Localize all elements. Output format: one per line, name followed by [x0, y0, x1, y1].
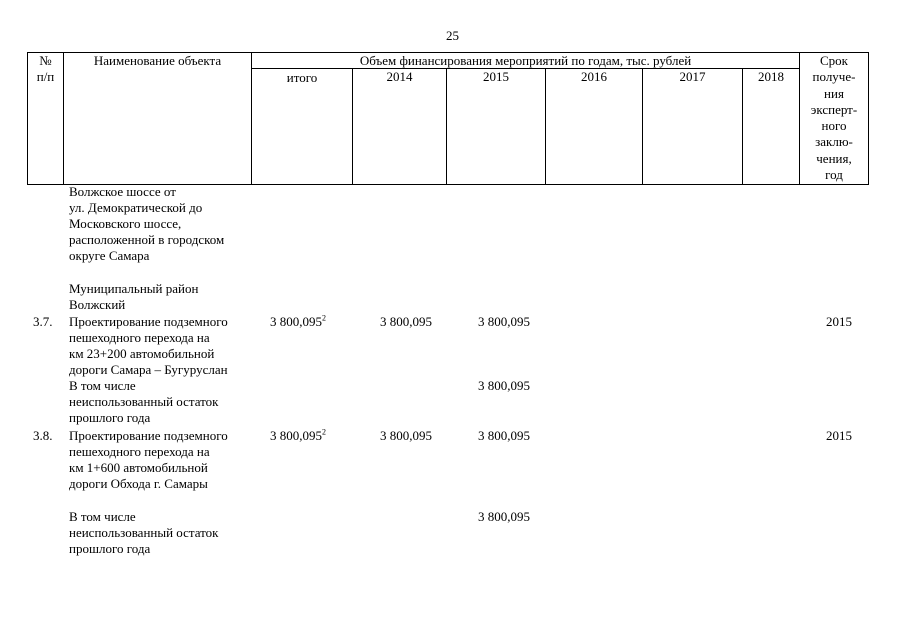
col-num-header: № п/п: [36, 53, 55, 84]
row-37-2015: 3 800,095: [478, 314, 530, 329]
row-38-num: 3.8.: [33, 428, 53, 443]
col-sep: [63, 52, 64, 185]
row-38-2015: 3 800,095: [478, 428, 530, 443]
row-38-total: 3 800,095$^2$: [270, 427, 326, 443]
col-2014-header: 2014: [386, 69, 413, 84]
col-sep: [742, 68, 743, 185]
row-37-2014: 3 800,095: [380, 314, 432, 329]
col-sep: [642, 68, 643, 185]
col-funding-header: Объем финансирования мероприятий по годам, тыс. рублей: [359, 53, 692, 68]
col-total-header: итого: [286, 70, 318, 85]
col-2017-header: 2017: [679, 69, 706, 84]
row-38-2014: 3 800,095: [380, 428, 432, 443]
row-37-name: Проектирование подземного пешеходного перехода на км 23+200 автомобильной дороги Самара – Бугуруслан: [69, 314, 228, 377]
row-37-total: 3 800,095$^2$: [270, 313, 326, 329]
row-37-term: 2015: [826, 314, 852, 329]
row-district-name: Муниципальный район Волжский: [69, 281, 199, 312]
col-sep: [446, 68, 447, 185]
col-term-header: Срок получе- ния эксперт- ного заклю- чения, год: [810, 53, 858, 183]
row-37-num: 3.7.: [33, 314, 53, 329]
row-cont-name: Волжское шоссе от ул. Демократической до Московского шоссе, расположенной в городском округе Самара: [69, 184, 225, 263]
footnote-mark: 2: [322, 427, 326, 437]
row-38-incl-name: В том числе неиспользованный остаток прошлого года: [69, 509, 219, 556]
table-header: [27, 52, 869, 185]
row-37-incl-name: В том числе неиспользованный остаток прошлого года: [69, 378, 219, 425]
page-number: 25: [446, 28, 459, 43]
row-38-term: 2015: [826, 428, 852, 443]
row-38-incl-2015: 3 800,095: [478, 509, 530, 524]
col-sep: [545, 68, 546, 185]
row-37-incl-2015: 3 800,095: [478, 378, 530, 393]
row-38-name: Проектирование подземного пешеходного перехода на км 1+600 автомобильной дороги Обхода г. Самары: [69, 428, 228, 491]
col-2016-header: 2016: [581, 69, 607, 84]
col-2015-header: 2015: [483, 69, 509, 84]
col-2018-header: 2018: [758, 69, 784, 84]
header-right-border: [868, 52, 869, 185]
col-sep: [352, 68, 353, 185]
footnote-mark: 2: [322, 313, 326, 323]
col-name-header: Наименование объекта: [93, 53, 222, 68]
